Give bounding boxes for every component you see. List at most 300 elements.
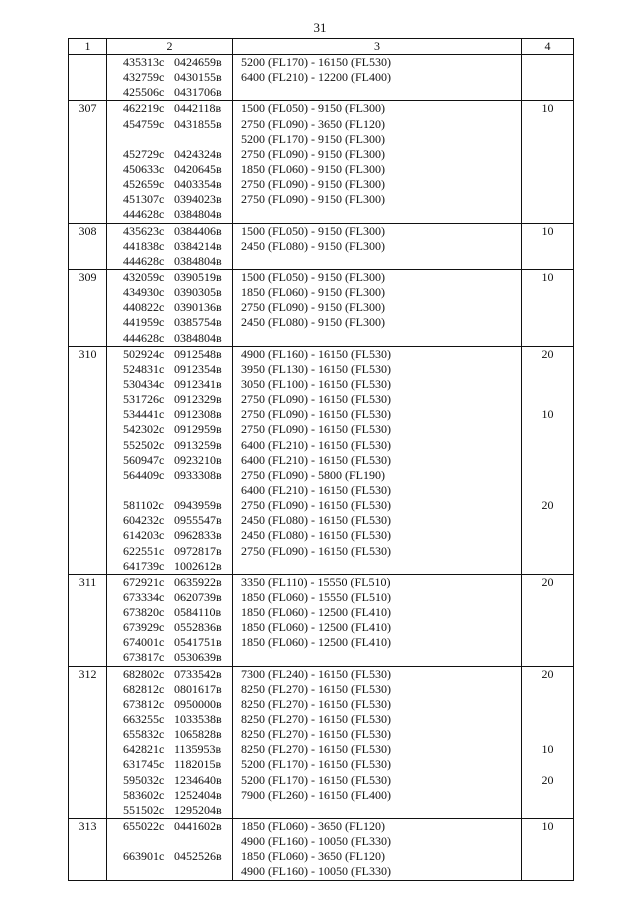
value [522, 682, 573, 697]
altitude-range: 8250 (FL270) - 16150 (FL530) [241, 727, 391, 742]
longitude: 0384804в [174, 253, 222, 268]
coordinate-pair [107, 331, 232, 346]
longitude: 0541751в [174, 635, 222, 650]
longitude: 0441602в [174, 819, 222, 834]
altitude-range: 6400 (FL210) - 16150 (FL530) [241, 482, 391, 497]
coordinate-pair [107, 162, 232, 177]
latitude: 435313с [123, 55, 165, 69]
zone-number-cell [69, 101, 107, 223]
longitude: 0390305в [174, 285, 222, 300]
value: 20 [541, 772, 554, 787]
altitude-range [233, 331, 521, 346]
altitude-range-cell [233, 819, 522, 881]
zone-number [69, 422, 106, 437]
coordinate-pair [107, 682, 232, 697]
coordinate-pair [107, 192, 232, 207]
zone-number: 311 [78, 574, 97, 589]
latitude: 530434с [123, 376, 165, 391]
altitude-range: 4900 (FL160) - 10050 (FL330) [241, 834, 391, 849]
value: 10 [541, 742, 554, 757]
coordinates-cell [107, 574, 233, 666]
altitude-range: 2750 (FL090) - 16150 (FL530) [241, 543, 391, 558]
altitude-range: 2750 (FL090) - 9150 (FL300) [241, 177, 385, 192]
value [522, 239, 573, 254]
zone-number [69, 192, 106, 207]
value [522, 70, 573, 85]
altitude-range: 5200 (FL170) - 9150 (FL300) [241, 131, 385, 146]
altitude-range: 2750 (FL090) - 3650 (FL120) [241, 116, 385, 131]
coordinate-pair [107, 834, 232, 849]
zone-number [69, 559, 106, 574]
value [522, 544, 573, 559]
longitude: 0972817в [174, 543, 222, 558]
value [522, 849, 573, 864]
coordinate-pair [107, 803, 232, 818]
coordinate-pair [107, 544, 232, 559]
value: 10 [541, 101, 554, 116]
coordinate-pair [107, 513, 232, 528]
coordinate-pair [107, 117, 232, 132]
altitude-range [233, 254, 521, 269]
zone-number [69, 757, 106, 772]
latitude: 604232с [123, 513, 165, 528]
value-cell [522, 55, 574, 101]
zone-number [69, 147, 106, 162]
altitude-range: 3350 (FL110) - 15550 (FL510) [241, 574, 391, 589]
zone-number [69, 239, 106, 254]
coordinate-pair [107, 101, 232, 116]
altitude-range: 4900 (FL160) - 16150 (FL530) [241, 346, 391, 361]
zone-number-cell [69, 819, 107, 881]
coordinate-pair [107, 819, 232, 834]
altitude-range-cell [233, 223, 522, 269]
zone-number [69, 528, 106, 543]
altitude-range: 6400 (FL210) - 12200 (FL400) [241, 70, 391, 85]
altitude-range: 8250 (FL270) - 16150 (FL530) [241, 696, 391, 711]
value-cell [522, 269, 574, 346]
latitude: 542302с [123, 422, 165, 437]
coordinate-pair [107, 483, 232, 498]
altitude-range [233, 650, 521, 665]
latitude: 631745с [123, 757, 165, 772]
airspace-table [68, 38, 574, 881]
longitude: 0955547в [174, 513, 222, 528]
value [522, 177, 573, 192]
value [522, 864, 573, 879]
longitude: 0552836в [174, 620, 222, 635]
latitude: 450633с [123, 161, 165, 176]
zone-number: 308 [78, 223, 97, 238]
zone-number [69, 132, 106, 147]
latitude: 622551с [123, 543, 165, 558]
value [522, 453, 573, 468]
latitude: 444628с [123, 330, 165, 345]
longitude: 0950000в [174, 696, 222, 711]
coordinate-pair [107, 300, 232, 315]
longitude: 0635922в [174, 574, 222, 589]
altitude-range: 1850 (FL060) - 12500 (FL410) [241, 605, 391, 620]
value: 20 [541, 574, 554, 589]
longitude: 0943959в [174, 498, 222, 513]
latitude: 462219с [123, 101, 165, 116]
coordinate-pair [107, 362, 232, 377]
latitude: 434930с [123, 285, 165, 300]
longitude: 0384214в [174, 238, 222, 253]
coordinates-cell [107, 55, 233, 101]
latitude: 454759с [123, 116, 165, 131]
latitude: 452659с [123, 177, 165, 192]
longitude: 0385754в [174, 315, 222, 330]
altitude-range: 2750 (FL090) - 5800 (FL190) [241, 467, 385, 482]
value [522, 438, 573, 453]
value [522, 117, 573, 132]
zone-number [69, 834, 106, 849]
zone-number-cell [69, 666, 107, 818]
value [522, 254, 573, 269]
altitude-range: 2450 (FL080) - 16150 (FL530) [241, 513, 391, 528]
coordinate-pair [107, 438, 232, 453]
latitude: 444628с [123, 207, 165, 222]
coordinate-pair [107, 635, 232, 650]
latitude: 560947с [123, 452, 165, 467]
latitude: 441838с [123, 238, 165, 253]
latitude: 551502с [123, 802, 165, 817]
value: 10 [541, 269, 554, 284]
value-cell [522, 574, 574, 666]
latitude: 672921с [123, 574, 165, 589]
altitude-range [233, 207, 521, 222]
latitude: 655022с [123, 819, 165, 834]
value [522, 620, 573, 635]
latitude: 655832с [123, 727, 165, 742]
zone-number [69, 407, 106, 422]
longitude: 0962833в [174, 528, 222, 543]
longitude: 0394023в [174, 192, 222, 207]
altitude-range: 1500 (FL050) - 9150 (FL300) [241, 269, 385, 284]
zone-number [69, 788, 106, 803]
altitude-range-cell [233, 101, 522, 223]
zone-number-cell [69, 346, 107, 574]
altitude-range: 1850 (FL060) - 9150 (FL300) [241, 161, 385, 176]
altitude-range: 8250 (FL270) - 16150 (FL530) [241, 681, 391, 696]
longitude: 1234640в [174, 772, 222, 787]
coordinate-pair [107, 468, 232, 483]
latitude: 435623с [123, 223, 165, 238]
latitude: 524831с [123, 361, 165, 376]
zone-number [69, 453, 106, 468]
altitude-range: 1500 (FL050) - 9150 (FL300) [241, 101, 385, 116]
coordinate-pair [107, 132, 232, 147]
altitude-range: 2450 (FL080) - 9150 (FL300) [241, 238, 385, 253]
zone-number [69, 605, 106, 620]
zone-number [69, 377, 106, 392]
zone-number [69, 773, 106, 788]
coordinate-pair [107, 392, 232, 407]
value [522, 513, 573, 528]
altitude-range: 8250 (FL270) - 16150 (FL530) [241, 742, 391, 757]
coordinate-pair [107, 407, 232, 422]
coordinate-pair [107, 270, 232, 285]
altitude-range: 6400 (FL210) - 16150 (FL530) [241, 452, 391, 467]
value: 10 [541, 223, 554, 238]
latitude: 452729с [123, 146, 165, 161]
coordinate-pair [107, 207, 232, 222]
longitude: 0442118в [174, 101, 222, 116]
coordinate-pair [107, 377, 232, 392]
value [522, 85, 573, 100]
coordinate-pair [107, 757, 232, 772]
zone-number-cell [69, 55, 107, 101]
altitude-range: 1850 (FL060) - 12500 (FL410) [241, 635, 391, 650]
longitude: 0801617в [174, 681, 222, 696]
latitude: 663255с [123, 712, 165, 727]
value [522, 559, 573, 574]
latitude: 614203с [123, 528, 165, 543]
latitude: 552502с [123, 437, 165, 452]
latitude: 673820с [123, 605, 165, 620]
altitude-range: 5200 (FL170) - 16150 (FL530) [241, 55, 391, 69]
zone-number [69, 285, 106, 300]
longitude: 1295204в [174, 802, 222, 817]
altitude-range: 3950 (FL130) - 16150 (FL530) [241, 361, 391, 376]
latitude: 451307с [123, 192, 165, 207]
longitude: 0933308в [174, 467, 222, 482]
table-header-row [69, 39, 574, 55]
coordinate-pair [107, 422, 232, 437]
coordinate-pair [107, 849, 232, 864]
value [522, 803, 573, 818]
column-header-2: 2 [107, 39, 233, 55]
column-header-3: 3 [233, 39, 522, 55]
value: 20 [541, 346, 554, 361]
altitude-range-cell [233, 574, 522, 666]
zone-number [69, 635, 106, 650]
altitude-range: 5200 (FL170) - 16150 (FL530) [241, 757, 391, 772]
value [522, 377, 573, 392]
altitude-range: 2750 (FL090) - 16150 (FL530) [241, 407, 391, 422]
longitude: 0912308в [174, 407, 222, 422]
coordinate-pair [107, 85, 232, 100]
altitude-range: 1850 (FL060) - 3650 (FL120) [241, 849, 385, 864]
longitude: 0923210в [174, 452, 222, 467]
altitude-range-cell [233, 269, 522, 346]
table-row [69, 574, 574, 666]
longitude: 0584110в [174, 605, 222, 620]
latitude: 673812с [123, 696, 165, 711]
coordinate-pair [107, 575, 232, 590]
latitude: 444628с [123, 253, 165, 268]
latitude: 673334с [123, 589, 165, 604]
value [522, 605, 573, 620]
coordinates-cell [107, 819, 233, 881]
latitude: 673929с [123, 620, 165, 635]
value-cell [522, 223, 574, 269]
value [522, 362, 573, 377]
coordinates-cell [107, 269, 233, 346]
value [522, 132, 573, 147]
altitude-range [233, 85, 521, 100]
zone-number [69, 697, 106, 712]
value [522, 300, 573, 315]
value [522, 788, 573, 803]
coordinates-cell [107, 223, 233, 269]
longitude: 1252404в [174, 787, 222, 802]
longitude: 0431855в [174, 116, 222, 131]
altitude-range: 1850 (FL060) - 3650 (FL120) [241, 819, 385, 834]
zone-number-cell [69, 269, 107, 346]
value-cell [522, 666, 574, 818]
coordinate-pair [107, 239, 232, 254]
coordinate-pair [107, 727, 232, 742]
zone-number [69, 438, 106, 453]
longitude: 0424659в [174, 55, 222, 69]
altitude-range: 1850 (FL060) - 12500 (FL410) [241, 620, 391, 635]
value [522, 162, 573, 177]
latitude: 642821с [123, 742, 165, 757]
coordinates-cell [107, 346, 233, 574]
value [522, 285, 573, 300]
value [522, 757, 573, 772]
table-row [69, 55, 574, 101]
zone-number [69, 727, 106, 742]
coordinate-pair [107, 224, 232, 239]
zone-number: 312 [78, 666, 97, 681]
altitude-range: 2450 (FL080) - 9150 (FL300) [241, 315, 385, 330]
value [522, 331, 573, 346]
altitude-range: 7300 (FL240) - 16150 (FL530) [241, 666, 391, 681]
zone-number [69, 315, 106, 330]
longitude: 1182015в [174, 757, 222, 772]
altitude-range-cell [233, 55, 522, 101]
zone-number [69, 207, 106, 222]
altitude-range: 1850 (FL060) - 15550 (FL510) [241, 589, 391, 604]
value [522, 55, 573, 70]
zone-number [69, 742, 106, 757]
latitude: 441959с [123, 315, 165, 330]
zone-number [69, 177, 106, 192]
longitude: 0420645в [174, 161, 222, 176]
table-row [69, 269, 574, 346]
coordinates-cell [107, 666, 233, 818]
longitude: 0733542в [174, 666, 222, 681]
table-row [69, 223, 574, 269]
altitude-range [233, 803, 521, 818]
coordinate-pair [107, 147, 232, 162]
latitude: 682802с [123, 666, 165, 681]
longitude: 0403354в [174, 177, 222, 192]
longitude: 0384804в [174, 330, 222, 345]
zone-number [69, 331, 106, 346]
longitude: 0424324в [174, 146, 222, 161]
coordinate-pair [107, 55, 232, 70]
altitude-range: 1500 (FL050) - 9150 (FL300) [241, 223, 385, 238]
table-body [69, 55, 574, 881]
coordinate-pair [107, 742, 232, 757]
coordinate-pair [107, 712, 232, 727]
coordinate-pair [107, 667, 232, 682]
coordinate-pair [107, 528, 232, 543]
latitude: 673817с [123, 650, 165, 665]
latitude: 440822с [123, 300, 165, 315]
coordinate-pair [107, 70, 232, 85]
zone-number [69, 620, 106, 635]
longitude: 0390136в [174, 300, 222, 315]
longitude: 0912329в [174, 392, 222, 407]
zone-number: 310 [78, 346, 97, 361]
value [522, 834, 573, 849]
altitude-range: 5200 (FL170) - 16150 (FL530) [241, 772, 391, 787]
zone-number [69, 544, 106, 559]
coordinate-pair [107, 285, 232, 300]
longitude: 0912341в [174, 376, 222, 391]
longitude: 0430155в [174, 70, 222, 85]
zone-number: 309 [78, 269, 97, 284]
zone-number [69, 498, 106, 513]
altitude-range: 2450 (FL080) - 16150 (FL530) [241, 528, 391, 543]
latitude: 425506с [123, 85, 165, 100]
zone-number [69, 254, 106, 269]
zone-number [69, 682, 106, 697]
zone-number [69, 864, 106, 879]
latitude: 595032с [123, 772, 165, 787]
value [522, 697, 573, 712]
value: 20 [541, 498, 554, 513]
coordinate-pair [107, 620, 232, 635]
latitude: 641739с [123, 558, 165, 573]
value: 10 [541, 819, 554, 834]
altitude-range-cell [233, 346, 522, 574]
altitude-range: 8250 (FL270) - 16150 (FL530) [241, 712, 391, 727]
zone-number [69, 650, 106, 665]
table-row [69, 101, 574, 223]
value [522, 315, 573, 330]
altitude-range: 7900 (FL260) - 16150 (FL400) [241, 787, 391, 802]
longitude: 0530639в [174, 650, 222, 665]
zone-number: 313 [78, 819, 97, 834]
altitude-range [233, 559, 521, 574]
value-cell [522, 346, 574, 574]
coordinate-pair [107, 347, 232, 362]
table-row [69, 819, 574, 881]
longitude: 0431706в [174, 85, 222, 100]
zone-number [69, 803, 106, 818]
value: 20 [541, 666, 554, 681]
value-cell [522, 819, 574, 881]
value [522, 192, 573, 207]
zone-number [69, 300, 106, 315]
coordinate-pair [107, 697, 232, 712]
zone-number-cell [69, 223, 107, 269]
zone-number [69, 849, 106, 864]
coordinate-pair [107, 315, 232, 330]
zone-number [69, 483, 106, 498]
coordinate-pair [107, 605, 232, 620]
longitude: 0620739в [174, 589, 222, 604]
latitude: 432759с [123, 70, 165, 85]
altitude-range-cell [233, 666, 522, 818]
coordinate-pair [107, 773, 232, 788]
value [522, 468, 573, 483]
coordinate-pair [107, 254, 232, 269]
longitude: 1135953в [174, 742, 222, 757]
zone-number [69, 590, 106, 605]
latitude: 432059с [123, 269, 165, 284]
longitude: 1002612в [174, 558, 222, 573]
value-cell [522, 101, 574, 223]
longitude: 0384406в [174, 223, 222, 238]
coordinate-pair [107, 650, 232, 665]
page-number: 31 [313, 20, 327, 35]
